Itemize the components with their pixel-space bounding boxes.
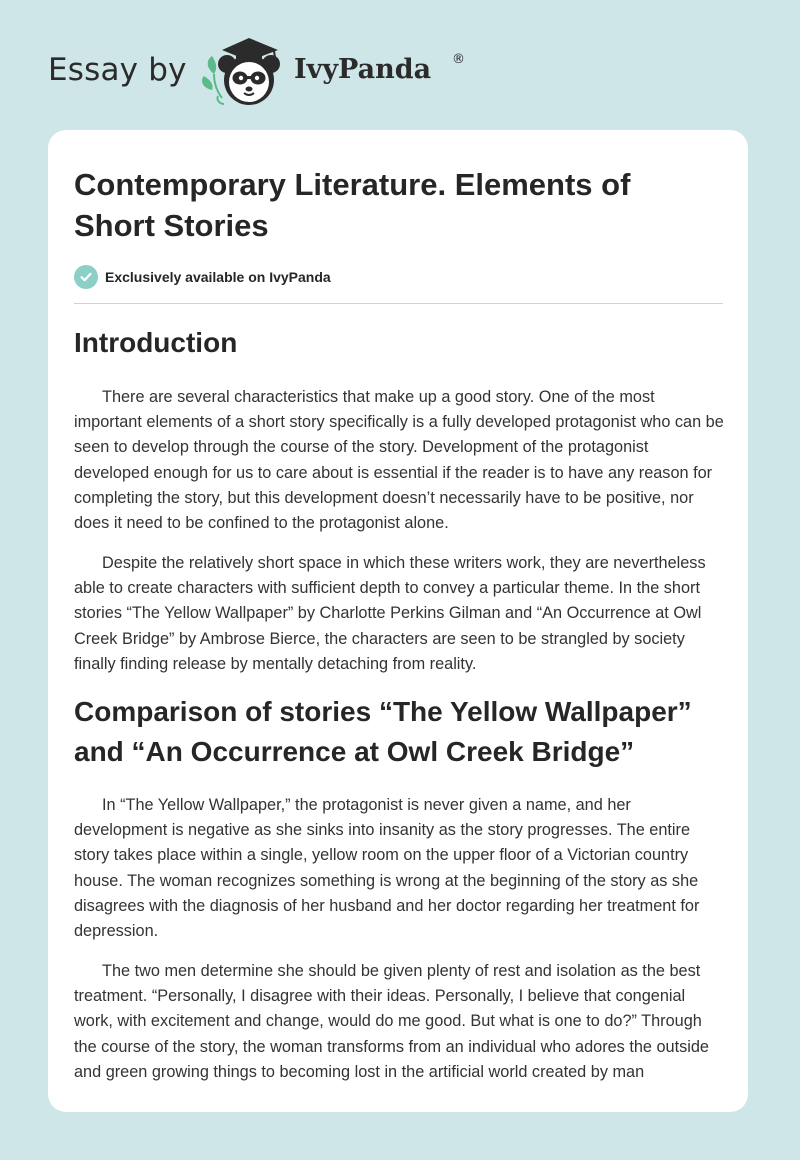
paragraph: In “The Yellow Wallpaper,” the protagonist is never given a name, and her development is negative as she sinks into insanity as the story progresses. The entire story takes place within a single, yellow room on the upper floor of a Victorian country house. The woman recognizes something is wrong at the beginning of the story as she disagrees with the diagnosis of her husband and her doctor regarding her treatment for depression. [74, 796, 700, 941]
exclusive-badge [74, 264, 331, 290]
section-heading-introduction: Introduction [74, 327, 238, 358]
essay-by-label: Essay by [48, 52, 187, 88]
registered-mark: ® [452, 52, 465, 67]
paragraph: The two men determine she should be given plenty of rest and isolation as the best treatment. “Personally, I disagree with their ideas. Personally, I believe that congenial work, with excitement and change, would do me good. But what is one to do?” Through the course of the story, the woman transforms from an individual who adores the outside and green growing things to becoming lost in the artificial world created by man [74, 962, 709, 1081]
divider [74, 303, 723, 304]
section-heading-comparison: Comparison of stories “The Yellow Wallpaper” and “An Occurrence at Owl Creek Bridge” [74, 696, 692, 767]
essay-card [48, 130, 748, 1112]
paragraph: Despite the relatively short space in which these writers work, they are nevertheless able to create characters with sufficient depth to convey a particular theme. In the short stories “The Yellow Wallpaper” by Charlotte Perkins Gilman and “An Occurrence at Owl Creek Bridge” by Ambrose Bierce, the characters are seen to be strangled by society finally finding release by mentally detaching from reality. [74, 554, 706, 673]
ivypanda-wordmark[interactable]: IvyPanda [294, 54, 432, 85]
essay-title: Contemporary Literature. Elements of Short Stories [74, 167, 631, 243]
panda-logo-icon[interactable] [200, 34, 290, 108]
check-icon [74, 265, 98, 289]
paragraph: There are several characteristics that make up a good story. One of the most important elements of a short story specifically is a fully developed protagonist who can be seen to develop through the course of the story. Development of the protagonist developed enough for us to care about is essential if the reader is to have any reason for completing the story, but this development doesn’t necessarily have to be positive, nor does it need to be confined to the protagonist alone. [74, 388, 724, 533]
site-header [48, 30, 752, 110]
badge-text: Exclusively available on IvyPanda [105, 269, 331, 285]
